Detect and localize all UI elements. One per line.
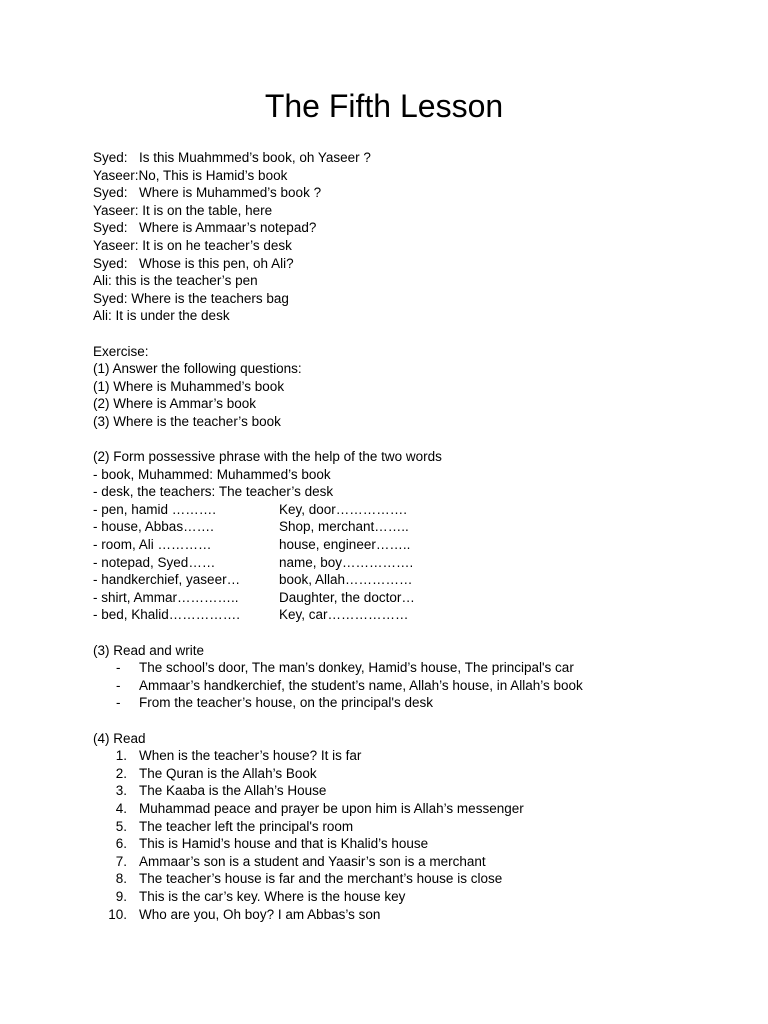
utterance: Ali: It is under the desk [93, 308, 230, 324]
utterance: Is this Muahmmed’s book, oh Yaseer ? [139, 150, 371, 165]
word-pair-row [93, 536, 733, 554]
dialogue-line [93, 255, 733, 273]
item-number: 3. [115, 783, 127, 799]
document-body [93, 149, 733, 923]
word-pair-row [93, 554, 733, 572]
spacer [93, 431, 733, 449]
numbered-item [93, 765, 733, 783]
item-text: The Kaaba is the Allah’s House [139, 783, 327, 799]
item-text: Ammaar’s son is a student and Yaasir’s son is a merchant [139, 853, 486, 869]
word-pair-left: - shirt, Ammar………….. [93, 589, 239, 605]
item-number: 6. [115, 836, 127, 852]
dialogue-line [93, 307, 733, 325]
item-text: The teacher left the principal's room [139, 818, 354, 834]
dialogue-line [93, 167, 733, 185]
word-pair-left: - notepad, Syed…… [93, 554, 216, 570]
numbered-item [93, 853, 733, 871]
dialogue-line [93, 184, 733, 202]
numbered-item [93, 747, 733, 765]
item-number: 7. [115, 853, 127, 869]
spacer [93, 325, 733, 343]
bullet-item [93, 677, 733, 695]
dialogue-line [93, 219, 733, 237]
item-text: The Quran is the Allah’s Book [139, 765, 317, 781]
dialogue-line [93, 290, 733, 308]
word-pair-row [93, 571, 733, 589]
page-title: The Fifth Lesson [264, 88, 504, 124]
numbered-item [93, 870, 733, 888]
numbered-item [93, 800, 733, 818]
word-pair-right: Key, car……………… [279, 607, 409, 623]
question-1-item: (1) Where is Muhammed’s book [93, 378, 285, 394]
utterance: Syed: Where is the teachers bag [93, 290, 289, 306]
item-text: This is Hamid’s house and that is Khalid’s house [139, 836, 429, 852]
word-pair-left: - room, Ali ………… [93, 537, 212, 553]
exercise-heading: Exercise: [93, 343, 149, 359]
utterance: Ali: this is the teacher’s pen [93, 273, 258, 289]
question-2-example: - desk, the teachers: The teacher’s desk [93, 484, 334, 500]
question-2-heading: (2) Form possessive phrase with the help of the two words [93, 449, 442, 465]
question-4-heading: (4) Read [93, 730, 146, 746]
numbered-item [93, 906, 733, 924]
numbered-item [93, 782, 733, 800]
numbered-item [93, 888, 733, 906]
item-number: 9. [115, 888, 127, 904]
spacer [93, 712, 733, 730]
spacer [93, 624, 733, 642]
utterance: Yaseer:No, This is Hamid’s book [93, 167, 288, 183]
dialogue-line [93, 272, 733, 290]
word-pair-row [93, 518, 733, 536]
word-pair-right: Daughter, the doctor… [279, 589, 415, 605]
speaker: Syed: [93, 255, 128, 271]
speaker: Syed: [93, 150, 128, 165]
question-2-example: - book, Muhammed: Muhammed’s book [93, 466, 331, 482]
item-text: The teacher’s house is far and the merchant’s house is close [139, 871, 503, 887]
utterance: Whose is this pen, oh Ali? [139, 255, 294, 271]
bullet-text: The school’s door, The man’s donkey, Hamid’s house, The principal's car [139, 660, 574, 676]
word-pair-left: - house, Abbas……. [93, 519, 214, 535]
bullet-text: From the teacher’s house, on the principal's desk [139, 695, 433, 711]
bullet-text: Ammaar’s handkerchief, the student’s name, Allah’s house, in Allah’s book [139, 677, 583, 693]
numbered-item [93, 835, 733, 853]
utterance: Yaseer: It is on the table, here [93, 202, 273, 218]
word-pair-row [93, 606, 733, 624]
word-pair-left: - handkerchief, yaseer… [93, 572, 241, 588]
word-pair-left: - pen, hamid ………. [93, 501, 217, 517]
word-pair-right: house, engineer…….. [279, 537, 411, 553]
speaker: Syed: [93, 185, 128, 201]
speaker: Syed: [93, 220, 128, 236]
bullet-marker: - [116, 677, 121, 693]
word-pair-right: name, boy……………. [279, 554, 414, 570]
word-pair-right: Key, door……………. [279, 501, 408, 517]
word-pair-right: book, Allah…………… [279, 572, 413, 588]
utterance: Where is Muhammed’s book ? [139, 185, 322, 201]
item-text: When is the teacher’s house? It is far [139, 748, 362, 764]
utterance: Where is Ammaar’s notepad? [139, 220, 317, 236]
item-number: 8. [115, 871, 127, 887]
bullet-marker: - [116, 695, 121, 711]
dialogue [93, 149, 733, 325]
word-pair-row [93, 589, 733, 607]
item-text: Muhammad peace and prayer be upon him is Allah’s messenger [139, 800, 524, 816]
item-text: This is the car’s key. Where is the house key [139, 888, 406, 904]
word-pair-left: - bed, Khalid……………. [93, 607, 241, 623]
dialogue-line [93, 202, 733, 220]
question-1-item: (3) Where is the teacher’s book [93, 413, 281, 429]
dialogue-line [93, 149, 733, 167]
item-number: 1. [115, 748, 127, 764]
bullet-item [93, 659, 733, 677]
item-text: Who are you, Oh boy? I am Abbas’s son [139, 906, 381, 922]
word-pair-right: Shop, merchant…….. [279, 519, 409, 535]
utterance: Yaseer: It is on he teacher’s desk [93, 237, 292, 253]
question-1-item: (2) Where is Ammar’s book [93, 396, 257, 412]
item-number: 4. [115, 800, 127, 816]
item-number: 10. [108, 906, 127, 922]
bullet-marker: - [116, 660, 121, 676]
word-pair-row [93, 501, 733, 519]
question-3-heading: (3) Read and write [93, 642, 205, 658]
item-number: 2. [115, 765, 127, 781]
bullet-item [93, 694, 733, 712]
numbered-item [93, 818, 733, 836]
question-1-heading: (1) Answer the following questions: [93, 361, 302, 377]
dialogue-line [93, 237, 733, 255]
item-number: 5. [115, 818, 127, 834]
